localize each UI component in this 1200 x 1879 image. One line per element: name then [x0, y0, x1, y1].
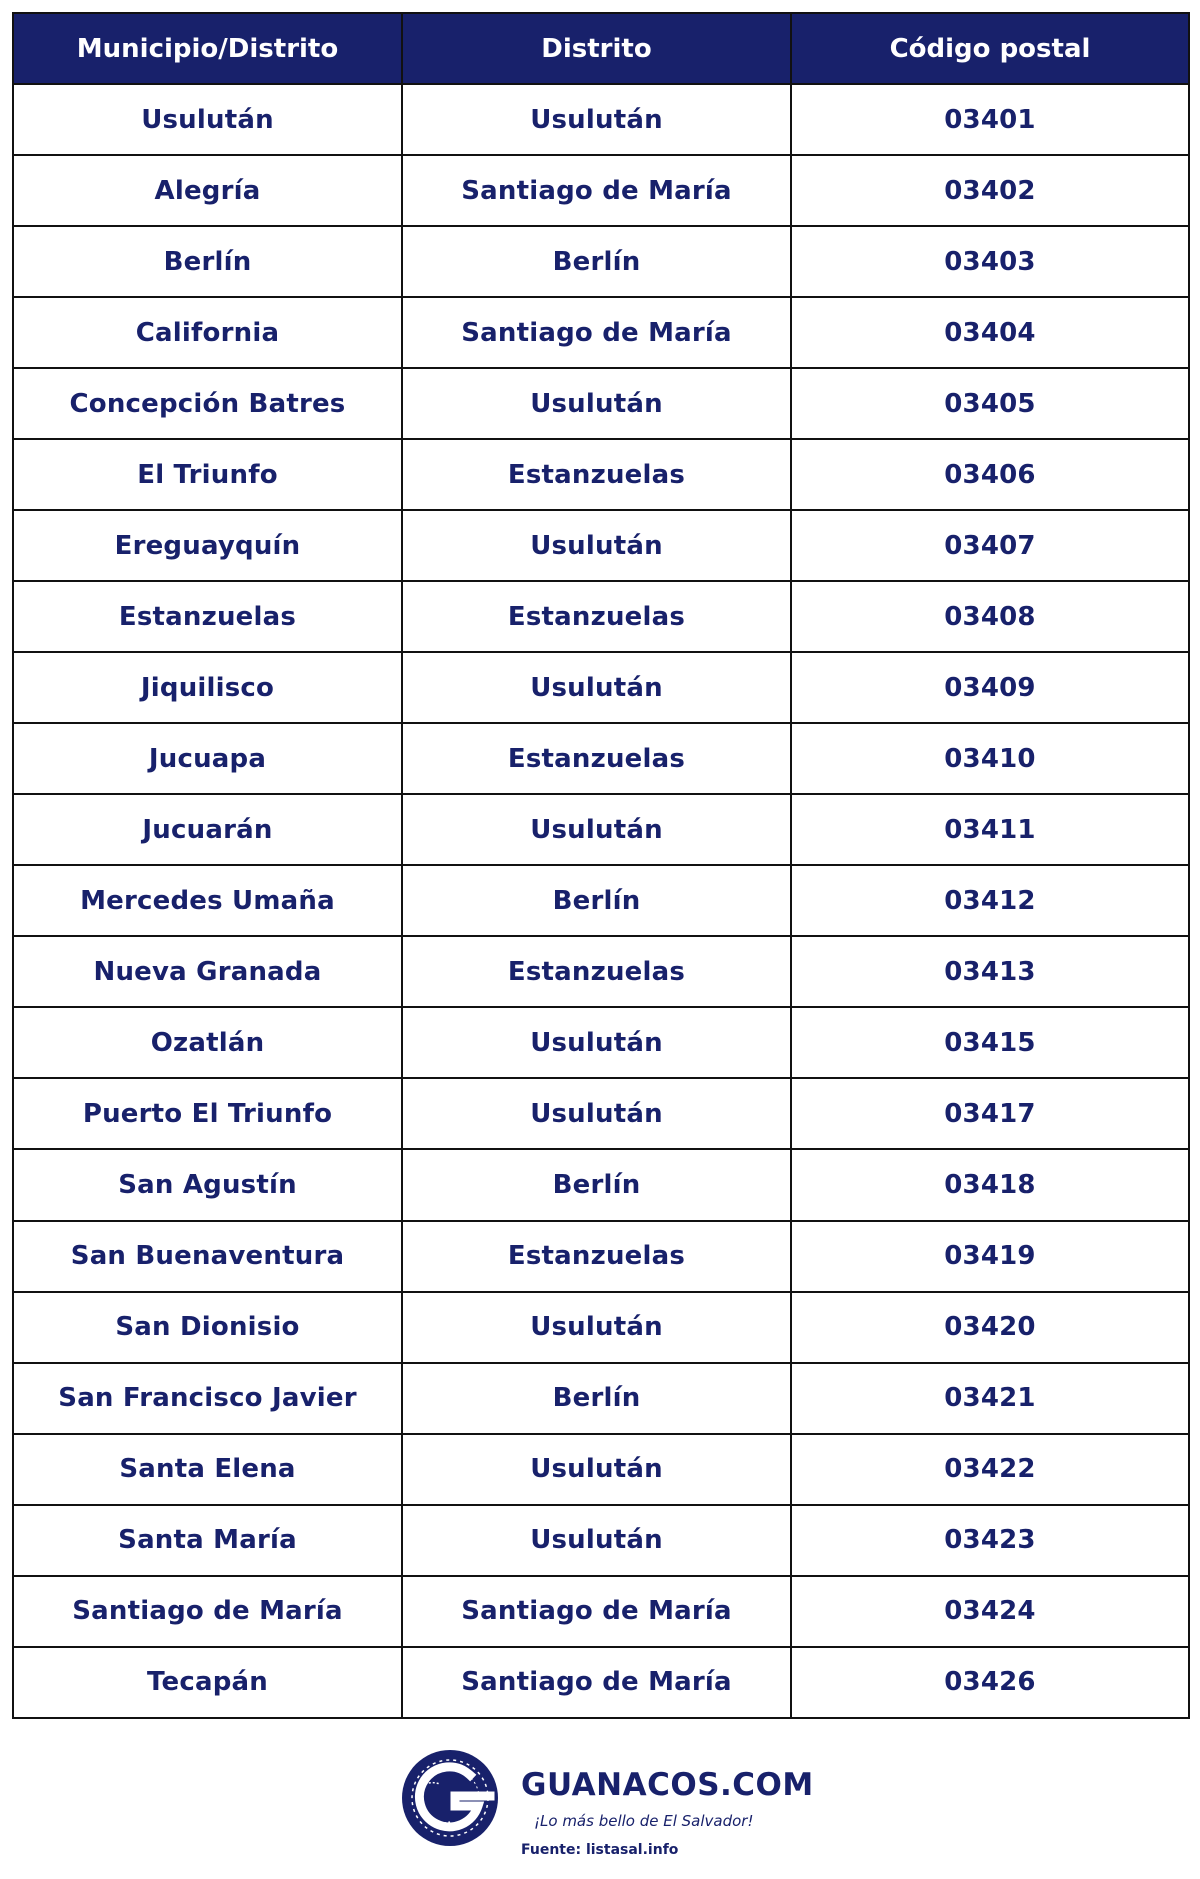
table-row [13, 1647, 1189, 1718]
cell-municipio: Jiquilisco [13, 652, 402, 723]
table-row [13, 1363, 1189, 1434]
cell-municipio: Nueva Granada [13, 936, 402, 1007]
cell-codigo-postal: 03407 [791, 510, 1189, 581]
cell-codigo-postal: 03412 [791, 865, 1189, 936]
cell-distrito: Estanzuelas [402, 936, 791, 1007]
header-codigo-postal: Código postal [791, 13, 1189, 84]
table-row [13, 1505, 1189, 1576]
table-row [13, 1576, 1189, 1647]
table-row [13, 652, 1189, 723]
cell-codigo-postal: 03422 [791, 1434, 1189, 1505]
cell-distrito: Usulután [402, 368, 791, 439]
cell-codigo-postal: 03401 [791, 84, 1189, 155]
cell-codigo-postal: 03404 [791, 297, 1189, 368]
table-row [13, 1078, 1189, 1149]
table-row [13, 510, 1189, 581]
cell-distrito: Berlín [402, 226, 791, 297]
cell-distrito: Usulután [402, 1007, 791, 1078]
cell-distrito: Estanzuelas [402, 581, 791, 652]
cell-municipio: San Francisco Javier [13, 1363, 402, 1434]
table-row [13, 1292, 1189, 1363]
cell-municipio: Santiago de María [13, 1576, 402, 1647]
cell-codigo-postal: 03426 [791, 1647, 1189, 1718]
cell-municipio: Usulután [13, 84, 402, 155]
footer [400, 1740, 820, 1865]
cell-distrito: Usulután [402, 652, 791, 723]
cell-distrito: Usulután [402, 1434, 791, 1505]
cell-municipio: California [13, 297, 402, 368]
cell-municipio: San Agustín [13, 1149, 402, 1220]
table-row [13, 794, 1189, 865]
cell-codigo-postal: 03419 [791, 1221, 1189, 1292]
cell-municipio: Santa Elena [13, 1434, 402, 1505]
table-row [13, 936, 1189, 1007]
table-row [13, 1221, 1189, 1292]
cell-municipio: Puerto El Triunfo [13, 1078, 402, 1149]
cell-codigo-postal: 03402 [791, 155, 1189, 226]
cell-codigo-postal: 03413 [791, 936, 1189, 1007]
header-distrito: Distrito [402, 13, 791, 84]
cell-municipio: Estanzuelas [13, 581, 402, 652]
cell-codigo-postal: 03403 [791, 226, 1189, 297]
cell-municipio: Santa María [13, 1505, 402, 1576]
cell-municipio: Berlín [13, 226, 402, 297]
cell-codigo-postal: 03410 [791, 723, 1189, 794]
cell-distrito: Usulután [402, 1078, 791, 1149]
table-row [13, 368, 1189, 439]
brand-tagline: ¡Lo más bello de El Salvador! [534, 1812, 754, 1830]
cell-distrito: Usulután [402, 84, 791, 155]
cell-codigo-postal: 03424 [791, 1576, 1189, 1647]
cell-municipio: Jucuarán [13, 794, 402, 865]
cell-municipio: Jucuapa [13, 723, 402, 794]
table-row [13, 297, 1189, 368]
cell-codigo-postal: 03415 [791, 1007, 1189, 1078]
table-row [13, 581, 1189, 652]
cell-codigo-postal: 03417 [791, 1078, 1189, 1149]
guanacos-g-logo-icon [400, 1748, 500, 1848]
cell-codigo-postal: 03418 [791, 1149, 1189, 1220]
table-body [13, 84, 1189, 1718]
postal-code-table [12, 12, 1190, 1719]
cell-distrito: Usulután [402, 1292, 791, 1363]
cell-codigo-postal: 03409 [791, 652, 1189, 723]
cell-codigo-postal: 03408 [791, 581, 1189, 652]
table-header [13, 13, 1189, 84]
cell-municipio: Ereguayquín [13, 510, 402, 581]
cell-municipio: El Triunfo [13, 439, 402, 510]
cell-codigo-postal: 03423 [791, 1505, 1189, 1576]
cell-distrito: Estanzuelas [402, 1221, 791, 1292]
cell-distrito: Estanzuelas [402, 723, 791, 794]
table-row [13, 226, 1189, 297]
cell-codigo-postal: 03421 [791, 1363, 1189, 1434]
table-row [13, 1007, 1189, 1078]
source-credit: Fuente: listasal.info [521, 1842, 679, 1858]
cell-distrito: Estanzuelas [402, 439, 791, 510]
cell-municipio: Mercedes Umaña [13, 865, 402, 936]
cell-municipio: Concepción Batres [13, 368, 402, 439]
cell-distrito: Berlín [402, 1363, 791, 1434]
cell-distrito: Santiago de María [402, 1647, 791, 1718]
cell-municipio: San Buenaventura [13, 1221, 402, 1292]
cell-codigo-postal: 03405 [791, 368, 1189, 439]
cell-distrito: Usulután [402, 510, 791, 581]
cell-codigo-postal: 03420 [791, 1292, 1189, 1363]
cell-codigo-postal: 03406 [791, 439, 1189, 510]
cell-distrito: Santiago de María [402, 297, 791, 368]
cell-distrito: Santiago de María [402, 1576, 791, 1647]
table-row [13, 439, 1189, 510]
brand-name: GUANACOS.COM [521, 1767, 814, 1803]
cell-distrito: Usulután [402, 1505, 791, 1576]
table-row [13, 1434, 1189, 1505]
table-row [13, 155, 1189, 226]
cell-municipio: San Dionisio [13, 1292, 402, 1363]
table-row [13, 865, 1189, 936]
cell-municipio: Tecapán [13, 1647, 402, 1718]
header-municipio: Municipio/Distrito [13, 13, 402, 84]
cell-distrito: Usulután [402, 794, 791, 865]
table-row [13, 84, 1189, 155]
table-row [13, 723, 1189, 794]
cell-distrito: Berlín [402, 1149, 791, 1220]
header-row [13, 13, 1189, 84]
cell-distrito: Santiago de María [402, 155, 791, 226]
cell-codigo-postal: 03411 [791, 794, 1189, 865]
cell-municipio: Ozatlán [13, 1007, 402, 1078]
cell-distrito: Berlín [402, 865, 791, 936]
cell-municipio: Alegría [13, 155, 402, 226]
table-row [13, 1149, 1189, 1220]
